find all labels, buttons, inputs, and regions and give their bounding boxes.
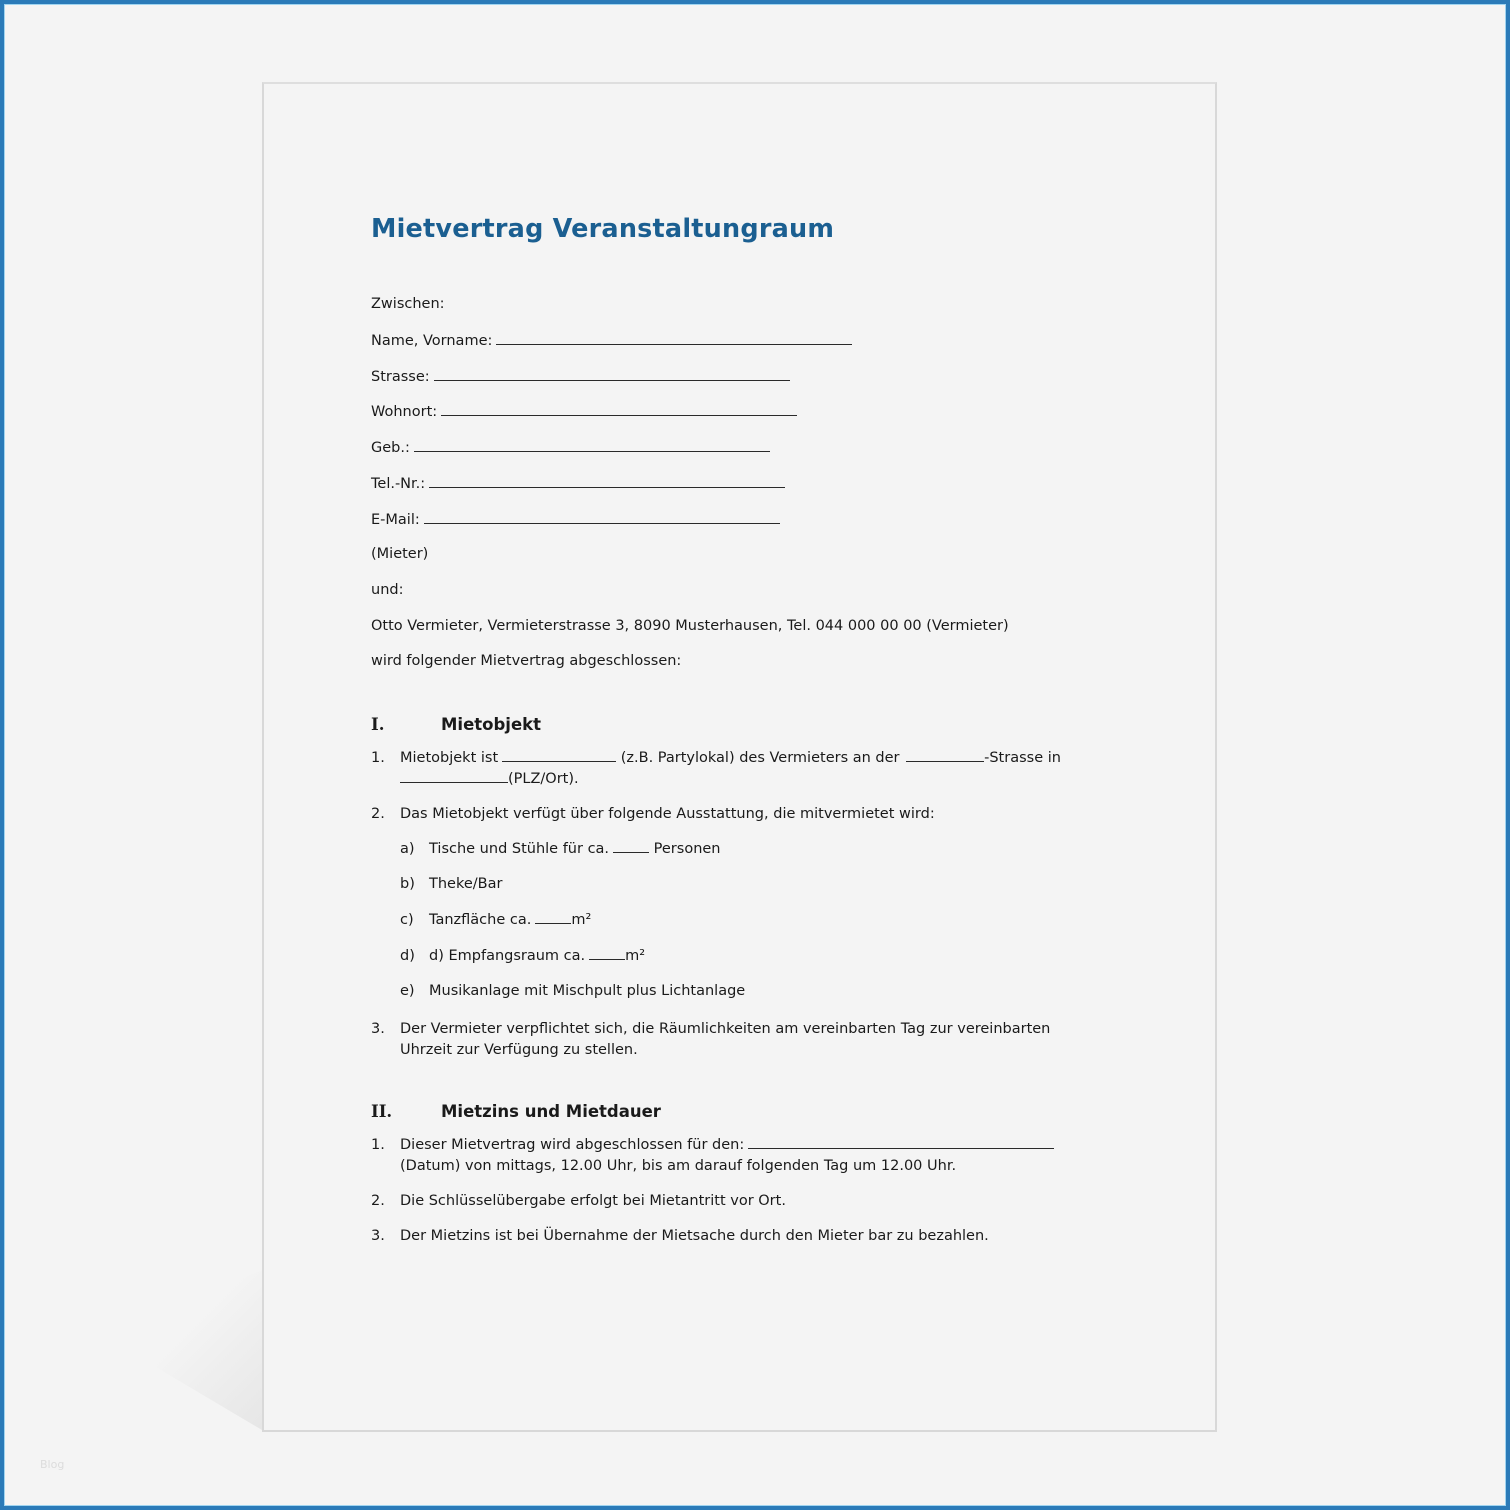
fill-in-blank-reception-area[interactable]: [589, 947, 625, 960]
section-title: Mietzins und Mietdauer: [441, 1102, 661, 1121]
field-street: [371, 368, 790, 385]
clause-number: 1.: [371, 750, 385, 766]
field-label: Name, Vorname:: [371, 333, 493, 349]
fill-in-blank-name[interactable]: [496, 332, 852, 345]
page-curl-shadow: [100, 1270, 262, 1430]
field-email: [371, 511, 780, 528]
equipment-item-e: e) Musikanlage mit Mischpult plus Lichtanlage: [400, 983, 746, 999]
clause-text: Das Mietobjekt verfügt über folgende Ausstattung, die mitvermietet wird:: [400, 806, 935, 822]
contract-closing-text: wird folgender Mietvertrag abgeschlossen:: [371, 653, 682, 669]
equipment-item-c: c) Tanzfläche ca. m²: [400, 912, 592, 928]
clause-number: 3.: [371, 1021, 385, 1037]
clause-text: Dieser Mietvertrag wird abgeschlossen für den: (Datum) von mittags, 12.00 Uhr, bis am darauf folgenden Tag um 12.00 Uhr.: [400, 1135, 1100, 1177]
clause-text: Der Mietzins ist bei Übernahme der Mietsache durch den Mieter bar zu bezahlen.: [400, 1228, 989, 1244]
clause-number: 3.: [371, 1228, 385, 1244]
document-page: [262, 82, 1217, 1432]
field-label: Wohnort:: [371, 404, 438, 420]
tenant-role: (Mieter): [371, 546, 429, 562]
clause-number: 1.: [371, 1137, 385, 1153]
fill-in-blank-birthdate[interactable]: [414, 439, 770, 452]
fill-in-blank-dancefloor-area[interactable]: [535, 911, 571, 924]
section-number: II.: [371, 1102, 393, 1121]
clause-text: Die Schlüsselübergabe erfolgt bei Mietantritt vor Ort.: [400, 1193, 786, 1209]
field-phone: [371, 475, 785, 492]
fill-in-blank-date[interactable]: [748, 1136, 1054, 1149]
equipment-item-b: b) Theke/Bar: [400, 876, 503, 892]
clause-number: 2.: [371, 806, 385, 822]
document-title: Mietvertrag Veranstaltungraum: [371, 214, 835, 244]
field-birthdate: [371, 439, 770, 456]
field-name: [371, 332, 852, 349]
clause-text: Der Vermieter verpflichtet sich, die Räumlichkeiten am vereinbarten Tag zur vereinbarten Uhrzeit zur Verfügung zu stellen.: [400, 1021, 1051, 1058]
clause-text: Mietobjekt ist (z.B. Partylokal) des Vermieters an der -Strasse in (PLZ/Ort).: [400, 750, 1061, 787]
fill-in-blank-city[interactable]: [441, 403, 797, 416]
watermark-text: Blog: [40, 1458, 65, 1471]
section-number: I.: [371, 715, 385, 734]
clause-number: 2.: [371, 1193, 385, 1209]
field-label: Tel.-Nr.:: [371, 476, 426, 492]
fill-in-blank-street-name[interactable]: [906, 749, 984, 762]
section-heading-1: [371, 715, 541, 734]
field-label: Geb.:: [371, 440, 410, 456]
and-text: und:: [371, 582, 404, 598]
fill-in-blank-email[interactable]: [424, 511, 780, 524]
equipment-item-d: d) d) Empfangsraum ca. m²: [400, 948, 646, 964]
fill-in-blank-persons[interactable]: [613, 840, 649, 853]
fill-in-blank-phone[interactable]: [429, 475, 785, 488]
fill-in-blank-postcode-city[interactable]: [400, 770, 508, 783]
fill-in-blank-object[interactable]: [502, 749, 616, 762]
fill-in-blank-street[interactable]: [434, 368, 790, 381]
field-label: Strasse:: [371, 369, 430, 385]
parties-intro: Zwischen:: [371, 296, 445, 312]
section-heading-2: [371, 1102, 661, 1121]
equipment-item-a: a) Tische und Stühle für ca. Personen: [400, 841, 721, 857]
field-city: [371, 403, 797, 420]
landlord-info: Otto Vermieter, Vermieterstrasse 3, 8090 Musterhausen, Tel. 044 000 00 00 (Vermieter): [371, 618, 1009, 634]
section-title: Mietobjekt: [441, 715, 542, 734]
field-label: E-Mail:: [371, 512, 420, 528]
